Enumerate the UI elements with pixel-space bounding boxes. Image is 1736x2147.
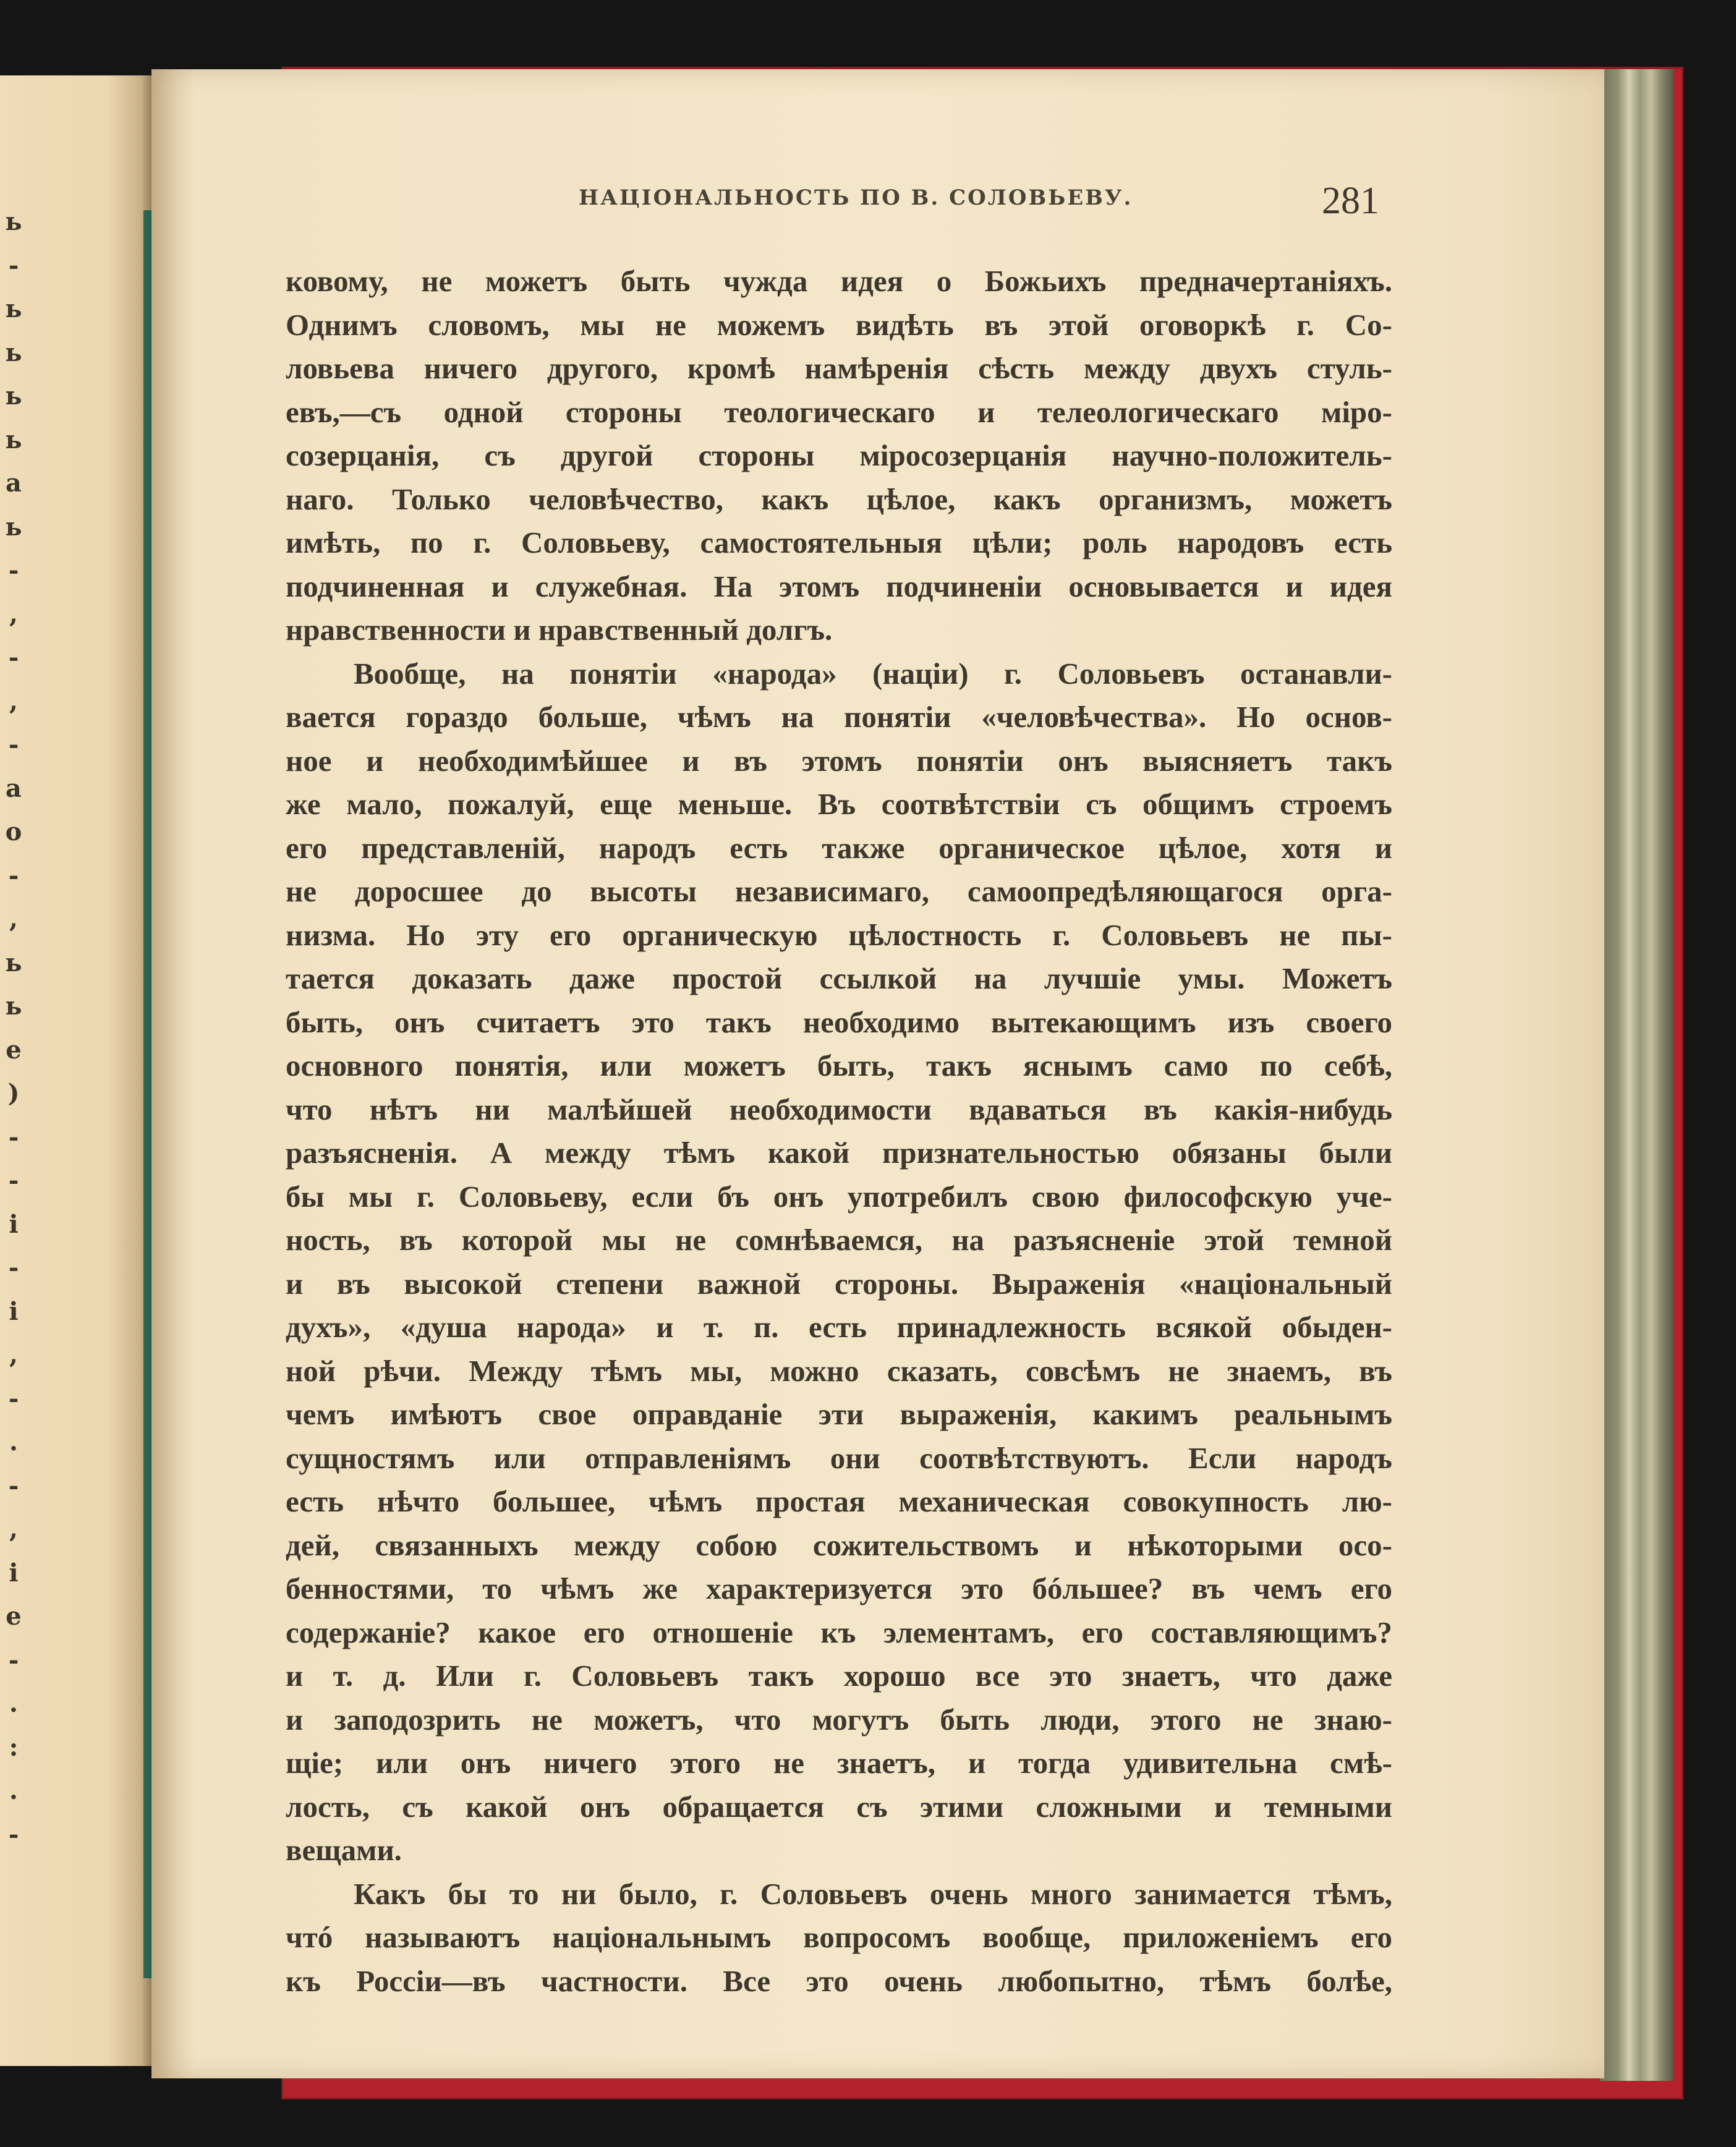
text-line: быть, онъ считаетъ это такъ необходимо вытекающимъ изъ своего [286,1005,1392,1039]
edge-fragment: - [8,556,19,585]
text-line: основного понятія, или можетъ быть, такъ яснымъ само по себѣ, [286,1048,1392,1082]
text-line: созерцанія, съ другой стороны міросозерцанія научно-положитель- [286,438,1392,472]
edge-fragment: ь [5,381,22,410]
text-line: къ Россіи—въ частности. Все это очень любопытно, тѣмъ болѣе, [286,1963,1392,1998]
edge-fragment: а [6,469,22,498]
text-line: низма. Но эту его органическую цѣлостность г. Соловьевъ не пы- [286,917,1392,952]
edge-fragment: ь [5,207,22,236]
text-line: сущностямъ или отправленіямъ они соотвѣтствуютъ. Если народъ [286,1440,1392,1475]
text-line: ной рѣчи. Между тѣмъ мы, можно сказать, совсѣмъ не знаемъ, въ [286,1353,1392,1388]
running-head: НАЦІОНАЛЬНОСТЬ ПО В. СОЛОВЬЕВУ. [579,185,1133,210]
edge-fragment: е [6,1035,22,1065]
text-line: нравственности и нравственный долгъ. [286,613,833,647]
previous-page [0,75,153,2066]
edge-fragment: - [8,1166,19,1195]
edge-fragment: - [8,1122,19,1152]
edge-fragment: ь [5,338,22,367]
text-line: содержаніе? какое его отношеніе къ элементамъ, его составляющимъ? [286,1615,1392,1649]
text-line: евъ,—съ одной стороны теологическаго и телеологическаго міро- [286,394,1392,429]
edge-fragment: - [8,1471,19,1500]
edge-fragment: . [9,1427,18,1456]
text-line: ность, въ которой мы не сомнѣваемся, на разъясненіе этой темной [286,1223,1392,1257]
text-line: и въ высокой степени важной стороны. Выраженія «національный [286,1266,1392,1301]
edge-fragment: - [8,1819,19,1849]
previous-page-text-fragments [0,75,37,2066]
text-line: наго. Только человѣчество, какъ цѣлое, какъ организмъ, можетъ [286,482,1392,516]
edge-fragment: ь [5,425,22,454]
text-line: его представленій, народъ есть также органическое цѣлое, хотя и [286,830,1392,865]
text-line: лость, съ какой онъ обращается съ этими сложными и темными [286,1789,1392,1824]
edge-fragment: - [8,730,19,759]
text-line: Вообще, на понятіи «народа» (націи) г. Соловьевъ останавли- [354,656,1392,691]
text-line: вается гораздо больше, чѣмъ на понятіи «человѣчества». Но основ- [286,700,1392,734]
text-line: подчиненная и служебная. На этомъ подчиненіи основывается и идея [286,569,1392,603]
text-line: не доросшее до высоты независимаго, самоопредѣляющагося орга- [286,874,1392,908]
edge-fragment: - [8,1645,19,1675]
edge-fragment: ь [5,948,22,977]
text-line: имѣть, по г. Соловьеву, самостоятельныя цѣли; роль народовъ есть [286,525,1392,559]
text-line: бы мы г. Соловьеву, если бъ онъ употребилъ свою философскую уче- [286,1179,1392,1214]
text-line: бенностями, то чѣмъ же характеризуется это бóльшее? въ чемъ его [286,1571,1392,1605]
edge-fragment: ь [5,294,22,323]
edge-fragment: е [6,1602,22,1631]
text-line: разъясненія. А между тѣмъ какой признательностью обязаны были [286,1136,1392,1170]
text-line: чемъ имѣютъ свое оправданіе эти выраженія, какимъ реальнымъ [286,1397,1392,1431]
text-line: ное и необходимѣйшее и въ этомъ понятіи онъ выясняетъ такъ [286,743,1392,778]
edge-fragment: ь [5,512,22,542]
edge-fragment: ) [7,1079,20,1108]
text-line: ловьева ничего другого, кромѣ намѣренія сѣсть между двухъ стуль- [286,351,1392,385]
edge-fragment: і [9,1296,19,1326]
text-line: же мало, пожалуй, еще меньше. Въ соотвѣтствіи съ общимъ строемъ [286,787,1392,821]
text-line: что нѣтъ ни малѣйшей необходимости вдаваться въ какія-нибудь [286,1092,1392,1126]
edge-fragment: - [8,250,19,280]
text-line: дей, связанныхъ между собою сожительствомъ и нѣкоторыми осо- [286,1528,1392,1562]
edge-fragment: , [9,686,18,716]
text-line: и заподозрить не можетъ, что могутъ быть люди, этого не знаю- [286,1702,1392,1737]
edge-fragment: , [9,904,18,933]
edge-fragment: а [6,773,22,803]
text-line: и т. д. Или г. Соловьевъ такъ хорошо все это знаетъ, что даже [286,1659,1392,1693]
text-line: Какъ бы то ни было, г. Соловьевъ очень много занимается тѣмъ, [354,1876,1392,1911]
text-line: тается доказать даже простой ссылкой на лучшіе умы. Можетъ [286,961,1392,995]
edge-fragment: - [8,861,19,890]
text-line: духъ», «душа народа» и т. п. есть принадлежность всякой обыден- [286,1310,1392,1344]
text-line: чтó называютъ національнымъ вопросомъ вообще, приложеніемъ его [286,1920,1392,1954]
text-line: вещами. [286,1833,402,1867]
text-line: щіе; или онъ ничего этого не знаетъ, и тогда удивительна смѣ- [286,1746,1392,1780]
edge-fragment: і [9,1209,19,1239]
edge-fragment: ь [5,992,22,1021]
edge-fragment: - [8,1384,19,1413]
edge-fragment: , [9,1515,18,1544]
edge-fragment: і [9,1558,19,1588]
text-line: есть нѣчто большее, чѣмъ простая механическая совокупность лю- [286,1484,1392,1518]
edge-fragment: о [5,817,22,846]
edge-fragment: : [9,1732,19,1762]
page-number: 281 [1322,180,1379,222]
edge-fragment: , [9,1340,18,1369]
text-line: ковому, не можетъ быть чужда идея о Божьихъ предначертаніяхъ. [286,264,1392,298]
edge-fragment: . [9,1689,18,1718]
edge-fragment: . [9,1776,18,1805]
page-block-edges [1600,69,1673,2081]
edge-fragment: , [9,599,18,629]
edge-fragment: - [8,1253,19,1282]
edge-fragment: - [8,643,19,672]
text-line: Однимъ словомъ, мы не можемъ видѣть въ этой оговоркѣ г. Со- [286,307,1392,342]
